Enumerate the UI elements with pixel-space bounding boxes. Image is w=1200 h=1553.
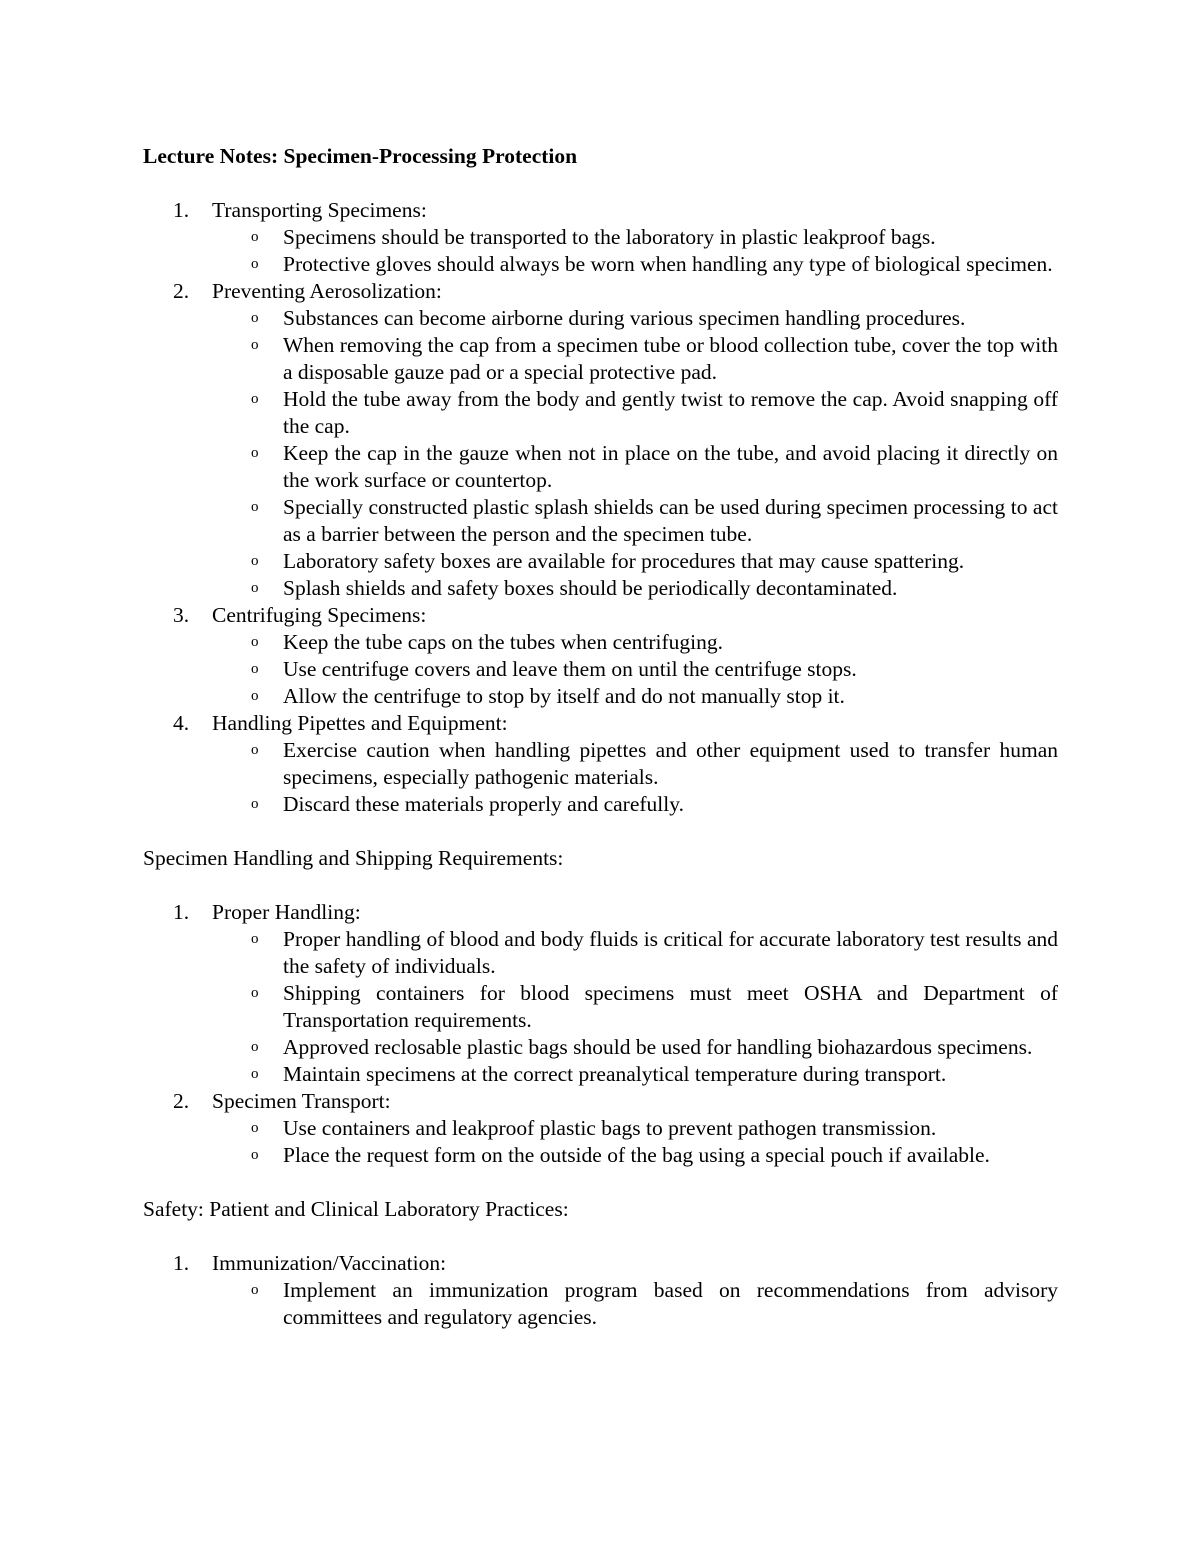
- bullet-text: Use centrifuge covers and leave them on until the centrifuge stops.: [283, 657, 857, 681]
- bullet-circle-icon: o: [251, 229, 259, 245]
- bullet-item: [212, 683, 1058, 710]
- item-label: Specimen Transport:: [212, 1089, 391, 1113]
- bullet-text: Shipping containers for blood specimens must meet OSHA and Department of Transportation requirements.: [283, 981, 1058, 1032]
- bullet-text: Protective gloves should always be worn when handling any type of biological specimen.: [283, 252, 1053, 276]
- bullet-list: [212, 629, 1058, 710]
- bullet-circle-icon: o: [251, 553, 259, 569]
- bullet-text: Place the request form on the outside of the bag using a special pouch if available.: [283, 1143, 990, 1167]
- list-item: [143, 278, 1058, 602]
- bullet-text: Keep the tube caps on the tubes when centrifuging.: [283, 630, 724, 654]
- bullet-item: [212, 791, 1058, 818]
- bullet-circle-icon: o: [251, 445, 259, 461]
- section-1: [143, 197, 1058, 818]
- bullet-text: Discard these materials properly and carefully.: [283, 792, 684, 816]
- bullet-text: Implement an immunization program based on recommendations from advisory committees and regulatory agencies.: [283, 1278, 1058, 1329]
- bullet-item: [212, 1034, 1058, 1061]
- bullet-text: Approved reclosable plastic bags should be used for handling biohazardous specimens.: [283, 1035, 1033, 1059]
- bullet-circle-icon: o: [251, 499, 259, 515]
- bullet-circle-icon: o: [251, 742, 259, 758]
- bullet-text: When removing the cap from a specimen tube or blood collection tube, cover the top with a disposable gauze pad or a special protective pad.: [283, 333, 1058, 384]
- document-title: Lecture Notes: Specimen-Processing Protection: [143, 144, 578, 168]
- list-item: [143, 710, 1058, 818]
- bullet-item: [212, 575, 1058, 602]
- numbered-list: [143, 1250, 1058, 1331]
- item-label: Proper Handling:: [212, 900, 361, 924]
- bullet-text: Hold the tube away from the body and gently twist to remove the cap. Avoid snapping off the cap.: [283, 387, 1058, 438]
- bullet-circle-icon: o: [251, 1120, 259, 1136]
- item-label: Handling Pipettes and Equipment:: [212, 711, 508, 735]
- bullet-circle-icon: o: [251, 580, 259, 596]
- bullet-item: [212, 737, 1058, 791]
- bullet-item: [212, 224, 1058, 251]
- bullet-item: [212, 332, 1058, 386]
- bullet-item: [212, 926, 1058, 980]
- bullet-circle-icon: o: [251, 634, 259, 650]
- bullet-item: [212, 548, 1058, 575]
- bullet-text: Keep the cap in the gauze when not in place on the tube, and avoid placing it directly on the work surface or countertop.: [283, 441, 1058, 492]
- bullet-circle-icon: o: [251, 1282, 259, 1298]
- bullet-item: [212, 494, 1058, 548]
- bullet-item: [212, 305, 1058, 332]
- bullet-circle-icon: o: [251, 1039, 259, 1055]
- bullet-circle-icon: o: [251, 661, 259, 677]
- bullet-circle-icon: o: [251, 796, 259, 812]
- bullet-list: [212, 305, 1058, 602]
- list-item: [143, 1088, 1058, 1169]
- bullet-item: [212, 386, 1058, 440]
- bullet-text: Laboratory safety boxes are available for procedures that may cause spattering.: [283, 549, 965, 573]
- numbered-list: [143, 899, 1058, 1169]
- bullet-circle-icon: o: [251, 256, 259, 272]
- bullet-list: [212, 1277, 1058, 1331]
- bullet-circle-icon: o: [251, 337, 259, 353]
- bullet-text: Specially constructed plastic splash shields can be used during specimen processing to act as a barrier between the person and the specimen tube.: [283, 495, 1058, 546]
- bullet-text: Substances can become airborne during various specimen handling procedures.: [283, 306, 966, 330]
- section-2: [143, 818, 1058, 1169]
- item-label: Preventing Aerosolization:: [212, 279, 442, 303]
- document-body: [143, 143, 1058, 1331]
- list-item: [143, 197, 1058, 278]
- bullet-text: Exercise caution when handling pipettes and other equipment used to transfer human specimens, especially pathogenic materials.: [283, 738, 1058, 789]
- bullet-list: [212, 224, 1058, 278]
- bullet-item: [212, 629, 1058, 656]
- section-3: [143, 1169, 1058, 1331]
- bullet-text: Maintain specimens at the correct preanalytical temperature during transport.: [283, 1062, 947, 1086]
- list-item: [143, 899, 1058, 1088]
- bullet-circle-icon: o: [251, 931, 259, 947]
- bullet-circle-icon: o: [251, 310, 259, 326]
- bullet-item: [212, 1061, 1058, 1088]
- item-number: 1.: [173, 900, 190, 924]
- bullet-circle-icon: o: [251, 985, 259, 1001]
- item-number: 2.: [173, 1089, 190, 1113]
- item-label: Transporting Specimens:: [212, 198, 427, 222]
- bullet-list: [212, 737, 1058, 818]
- bullet-text: Specimens should be transported to the laboratory in plastic leakproof bags.: [283, 225, 936, 249]
- sections-container: [143, 197, 1058, 1331]
- numbered-list: [143, 197, 1058, 818]
- item-number: 2.: [173, 279, 190, 303]
- item-number: 1.: [173, 1251, 190, 1275]
- bullet-item: [212, 251, 1058, 278]
- section-heading: Safety: Patient and Clinical Laboratory Practices:: [143, 1197, 569, 1221]
- item-label: Immunization/Vaccination:: [212, 1251, 447, 1275]
- bullet-circle-icon: o: [251, 688, 259, 704]
- bullet-item: [212, 1277, 1058, 1331]
- bullet-item: [212, 440, 1058, 494]
- bullet-text: Use containers and leakproof plastic bags to prevent pathogen transmission.: [283, 1116, 937, 1140]
- section-heading: Specimen Handling and Shipping Requirements:: [143, 846, 564, 870]
- bullet-circle-icon: o: [251, 1147, 259, 1163]
- list-item: [143, 1250, 1058, 1331]
- bullet-list: [212, 926, 1058, 1088]
- bullet-text: Splash shields and safety boxes should be periodically decontaminated.: [283, 576, 898, 600]
- bullet-item: [212, 980, 1058, 1034]
- bullet-item: [212, 1115, 1058, 1142]
- bullet-circle-icon: o: [251, 1066, 259, 1082]
- bullet-circle-icon: o: [251, 391, 259, 407]
- bullet-text: Proper handling of blood and body fluids is critical for accurate laboratory test results and the safety of individuals.: [283, 927, 1058, 978]
- item-label: Centrifuging Specimens:: [212, 603, 427, 627]
- item-number: 4.: [173, 711, 190, 735]
- bullet-item: [212, 656, 1058, 683]
- list-item: [143, 602, 1058, 710]
- item-number: 1.: [173, 198, 190, 222]
- bullet-item: [212, 1142, 1058, 1169]
- bullet-list: [212, 1115, 1058, 1169]
- item-number: 3.: [173, 603, 190, 627]
- bullet-text: Allow the centrifuge to stop by itself and do not manually stop it.: [283, 684, 845, 708]
